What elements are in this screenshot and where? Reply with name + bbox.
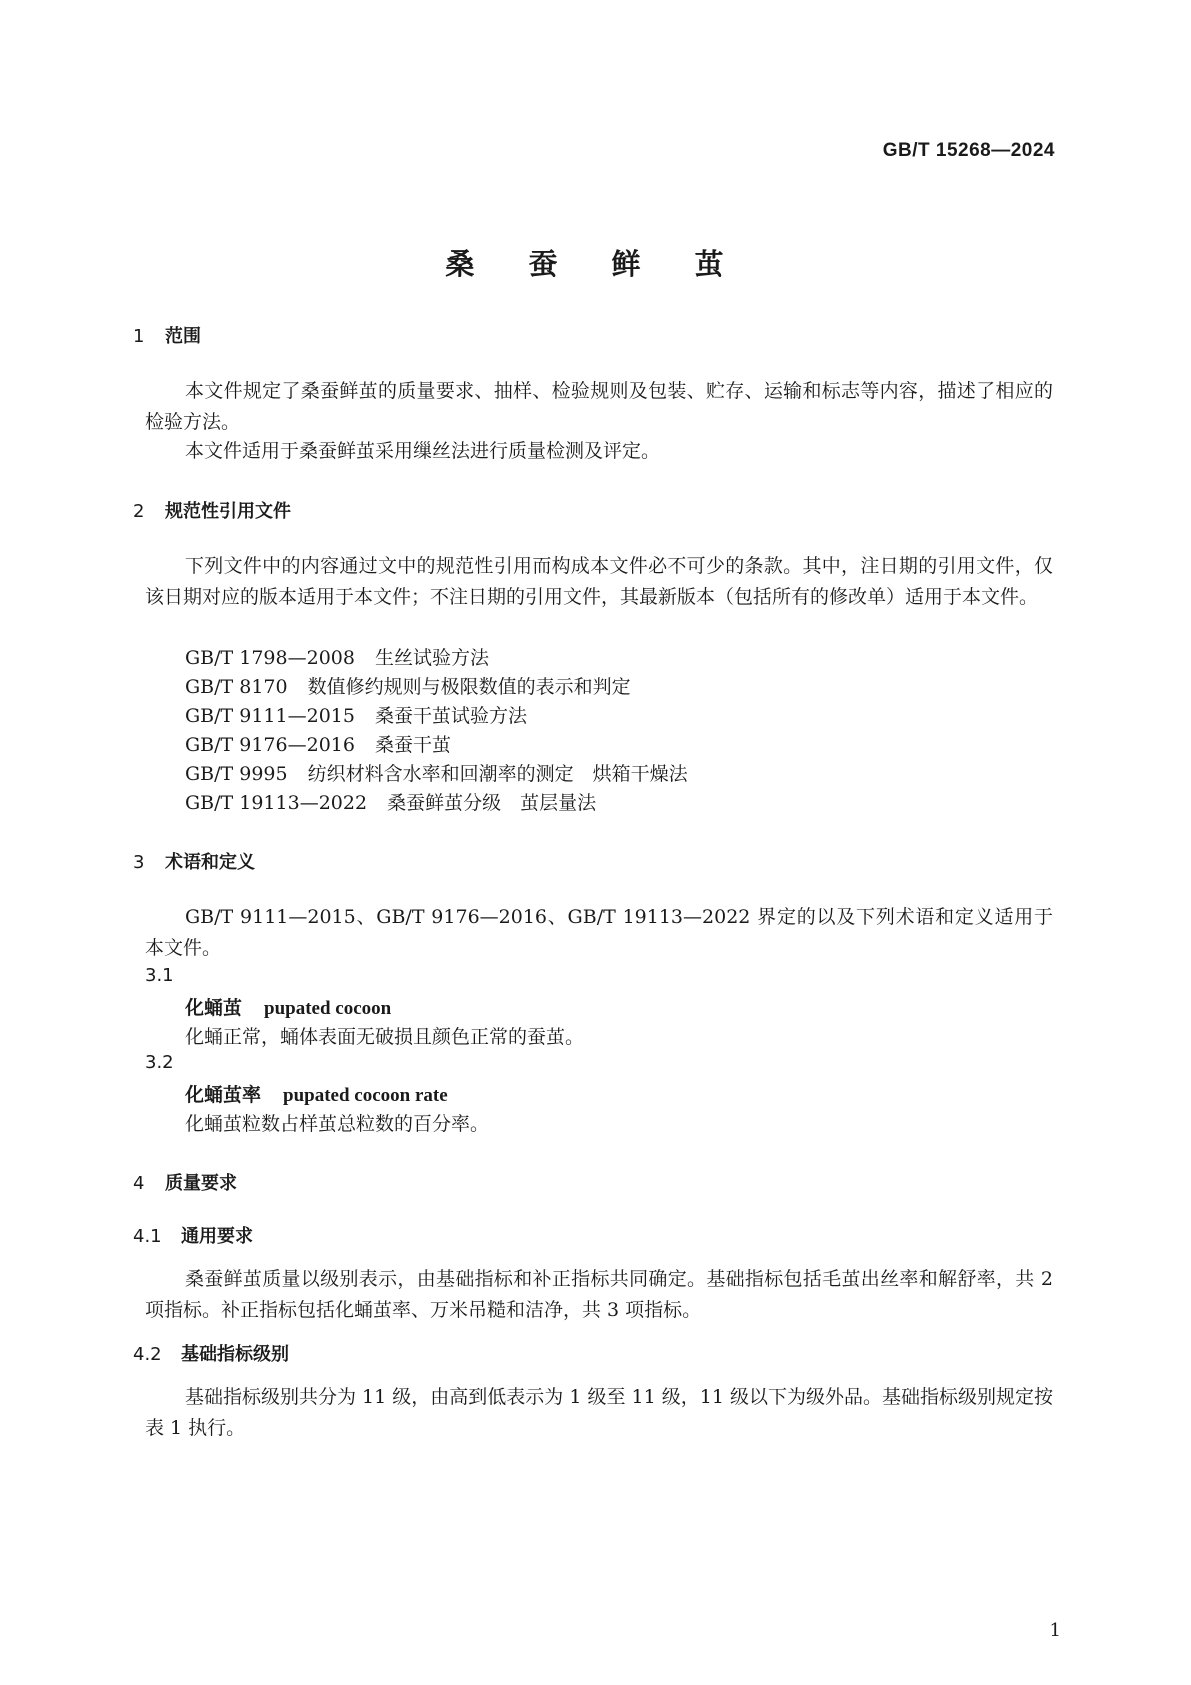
section-2-heading — [133, 497, 291, 523]
term-zh: 化蛹茧率 — [185, 1084, 262, 1106]
page-number: 1 — [1049, 1620, 1061, 1641]
reference-name: 数值修约规则与极限数值的表示和判定 — [307, 676, 631, 698]
section-title: 范围 — [165, 326, 201, 347]
term-number: 3.2 — [145, 1052, 174, 1073]
term-zh: 化蛹茧 — [185, 997, 243, 1019]
reference-name: 纺织材料含水率和回潮率的测定 烘箱干燥法 — [307, 763, 688, 785]
section-4-heading — [133, 1169, 237, 1195]
term-heading — [185, 1080, 448, 1107]
section-3-heading — [133, 848, 255, 874]
section-1-heading — [133, 322, 201, 348]
document-title: 桑 蚕 鲜 茧 — [445, 247, 746, 281]
term-definition: 化蛹茧粒数占样茧总粒数的百分率。 — [185, 1113, 490, 1135]
subsection-number: 4.2 — [133, 1344, 162, 1365]
section-2-intro: 下列文件中的内容通过文中的规范性引用而构成本文件必不可少的条款。其中，注日期的引用文件，仅该日期对应的版本适用于本文件；不注日期的引用文件，其最新版本（包括所有的修改单）适用于本文件。 — [145, 555, 1053, 608]
section-3-intro: GB/T 9111—2015、GB/T 9176—2016、GB/T 19113—2022 界定的以及下列术语和定义适用于本文件。 — [145, 906, 1053, 959]
reference-name: 生丝试验方法 — [374, 647, 489, 669]
reference-item — [185, 788, 596, 815]
section-title: 术语和定义 — [165, 852, 255, 873]
standard-number: GB/T 15268—2024 — [882, 140, 1055, 161]
section-number: 1 — [133, 326, 145, 347]
reference-item — [185, 643, 489, 670]
subsection-4-1-paragraph: 桑蚕鲜茧质量以级别表示，由基础指标和补正指标共同确定。基础指标包括毛茧出丝率和解舒率，共 2 项指标。补正指标包括化蛹茧率、万米吊糙和洁净，共 3 项指标。 — [145, 1268, 1053, 1321]
section-number: 2 — [133, 501, 145, 522]
section-title: 规范性引用文件 — [165, 501, 291, 522]
reference-item — [185, 730, 451, 757]
section-number: 4 — [133, 1173, 145, 1194]
reference-item — [185, 701, 527, 728]
subsection-4-2-heading — [133, 1340, 289, 1366]
term-heading — [185, 993, 391, 1020]
reference-name: 桑蚕鲜茧分级 茧层量法 — [387, 792, 597, 814]
reference-code: GB/T 9995 — [185, 763, 288, 785]
reference-item — [185, 672, 631, 699]
reference-name: 桑蚕干茧 — [374, 734, 451, 756]
term-en: pupated cocoon rate — [283, 1085, 448, 1106]
reference-code: GB/T 1798—2008 — [185, 647, 355, 669]
subsection-4-2-paragraph: 基础指标级别共分为 11 级，由高到低表示为 1 级至 11 级，11 级以下为级外品。基础指标级别规定按表 1 执行。 — [145, 1386, 1053, 1439]
term-definition: 化蛹正常，蛹体表面无破损且颜色正常的蚕茧。 — [185, 1026, 585, 1048]
reference-code: GB/T 8170 — [185, 676, 288, 698]
subsection-title: 基础指标级别 — [181, 1344, 289, 1365]
term-en: pupated cocoon — [264, 998, 392, 1019]
reference-code: GB/T 19113—2022 — [185, 792, 368, 814]
section-1-paragraph-2: 本文件适用于桑蚕鲜茧采用缫丝法进行质量检测及评定。 — [185, 440, 661, 462]
reference-code: GB/T 9111—2015 — [185, 705, 355, 727]
section-1-paragraph-1: 本文件规定了桑蚕鲜茧的质量要求、抽样、检验规则及包装、贮存、运输和标志等内容，描述了相应的检验方法。 — [145, 380, 1053, 433]
term-number: 3.1 — [145, 965, 174, 986]
reference-name: 桑蚕干茧试验方法 — [374, 705, 527, 727]
section-title: 质量要求 — [165, 1173, 237, 1194]
subsection-4-1-heading — [133, 1222, 253, 1248]
subsection-number: 4.1 — [133, 1226, 162, 1247]
section-number: 3 — [133, 852, 145, 873]
subsection-title: 通用要求 — [181, 1226, 253, 1247]
reference-code: GB/T 9176—2016 — [185, 734, 355, 756]
reference-item — [185, 759, 688, 786]
